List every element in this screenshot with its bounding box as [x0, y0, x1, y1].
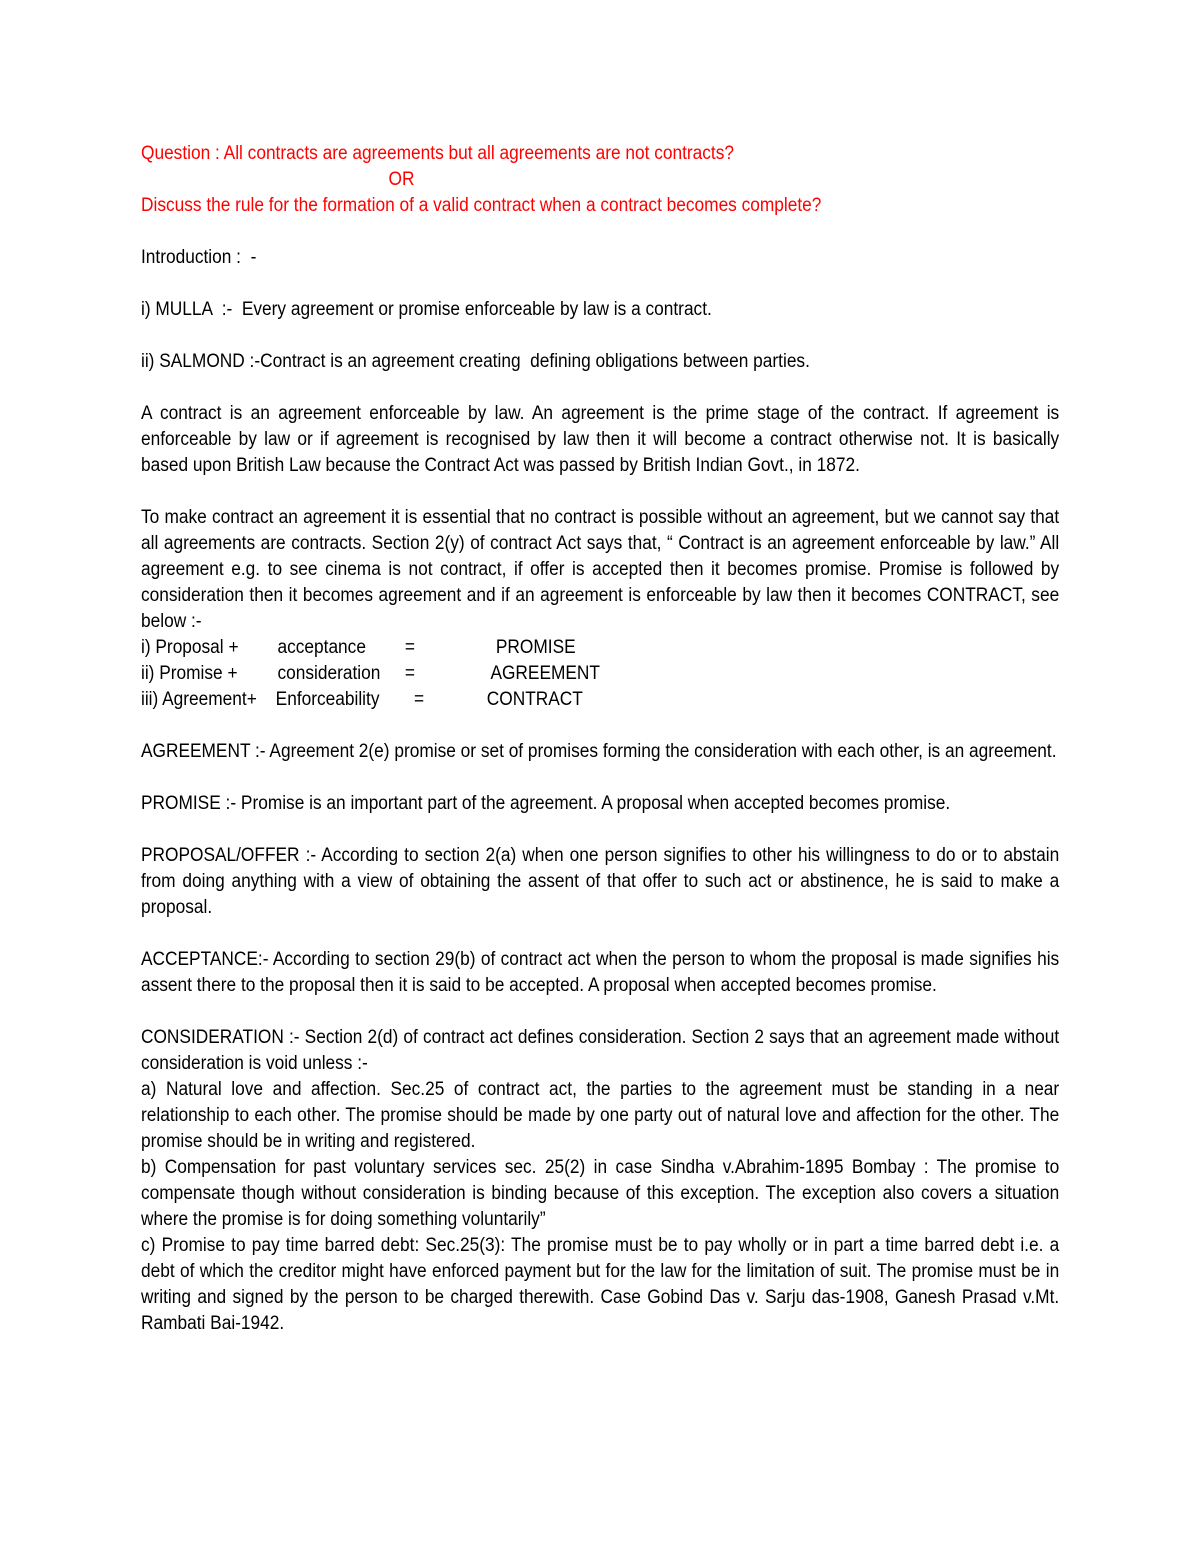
formula-row [141, 635, 1059, 661]
formula-result: AGREEMENT [490, 663, 600, 684]
formula-equals: = [404, 637, 416, 658]
definition-salmond: ii) SALMOND :-Contract is an agreement creating defining obligations between parties. [141, 351, 810, 372]
question-alt-line: Discuss the rule for the formation of a valid contract when a contract becomes complete? [141, 195, 822, 216]
formula-left: i) Proposal + [141, 637, 239, 658]
formula-right: Enforceability [275, 689, 380, 710]
formula-result: CONTRACT [486, 689, 583, 710]
paragraph-agreement: AGREEMENT :- Agreement 2(e) promise or set of promises forming the consideration with each other, is an agreement. [141, 741, 1057, 762]
paragraph-promise: PROMISE :- Promise is an important part of the agreement. A proposal when accepted becomes promise. [141, 793, 951, 814]
paragraph-proposal: PROPOSAL/OFFER :- According to section 2(a) when one person signifies to other his willingness to do or to abstain from doing anything with a view of obtaining the assent of that offer to such act or abstinence, he is said to make a proposal. [141, 845, 1060, 918]
formula-list [141, 635, 1059, 713]
formula-result: PROMISE [495, 637, 576, 658]
or-separator: OR [388, 169, 415, 190]
paragraph-consideration: CONSIDERATION :- Section 2(d) of contract act defines consideration. Section 2 says that an agreement made without consideration is void unless :- [141, 1027, 1060, 1074]
formula-right: acceptance [277, 637, 366, 658]
formula-equals: = [404, 663, 416, 684]
consideration-item-b: b) Compensation for past voluntary services sec. 25(2) in case Sindha v.Abrahim-1895 Bombay : The promise to compensate though without consideration is binding because of this exception. The exception also covers a situation where the promise is for doing something voluntarily” [141, 1157, 1060, 1230]
formula-row [141, 687, 1059, 713]
consideration-item-c: c) Promise to pay time barred debt: Sec.25(3): The promise must be to pay wholly or in part a time barred debt i.e. a debt of which the creditor might have enforced payment but for the law for the limitation of suit. The promise must be in writing and signed by the person to be charged therewith. Case Gobind Das v. Sarju das-1908, Ganesh Prasad v.Mt. Rambati Bai-1942. [141, 1235, 1060, 1334]
formula-row [141, 661, 1059, 687]
document-page [141, 141, 1059, 1337]
formula-right: consideration [277, 663, 381, 684]
paragraph-acceptance: ACCEPTANCE:- According to section 29(b) of contract act when the person to whom the proposal is made signifies his assent there to the proposal then it is said to be accepted. A proposal when accepted becomes promise. [141, 949, 1060, 996]
formula-left: ii) Promise + [141, 663, 238, 684]
definition-mulla: i) MULLA :- Every agreement or promise enforceable by law is a contract. [141, 299, 712, 320]
formula-left: iii) Agreement+ [141, 689, 257, 710]
question-line: Question : All contracts are agreements but all agreements are not contracts? [141, 143, 734, 164]
paragraph-contract-definition: A contract is an agreement enforceable by law. An agreement is the prime stage of the contract. If agreement is enforceable by law or if agreement is recognised by law then it will become a contract otherwise not. It is basically based upon British Law because the Contract Act was passed by British Indian Govt., in 1872. [141, 403, 1060, 476]
paragraph-agreement-contract: To make contract an agreement it is essential that no contract is possible without an agreement, but we cannot say that all agreements are contracts. Section 2(y) of contract Act says that, “ Contract is an agreement enforceable by law.” All agreement e.g. to see cinema is not contract, if offer is accepted then it becomes promise. Promise is followed by consideration then it becomes agreement and if an agreement is enforceable by law then it becomes CONTRACT, see below :- [141, 507, 1060, 632]
formula-equals: = [414, 689, 425, 710]
introduction-heading: Introduction : - [141, 247, 257, 268]
consideration-item-a: a) Natural love and affection. Sec.25 of contract act, the parties to the agreement must be standing in a near relationship to each other. The promise should be made by one party out of natural love and affection for the other. The promise should be in writing and registered. [141, 1079, 1060, 1152]
